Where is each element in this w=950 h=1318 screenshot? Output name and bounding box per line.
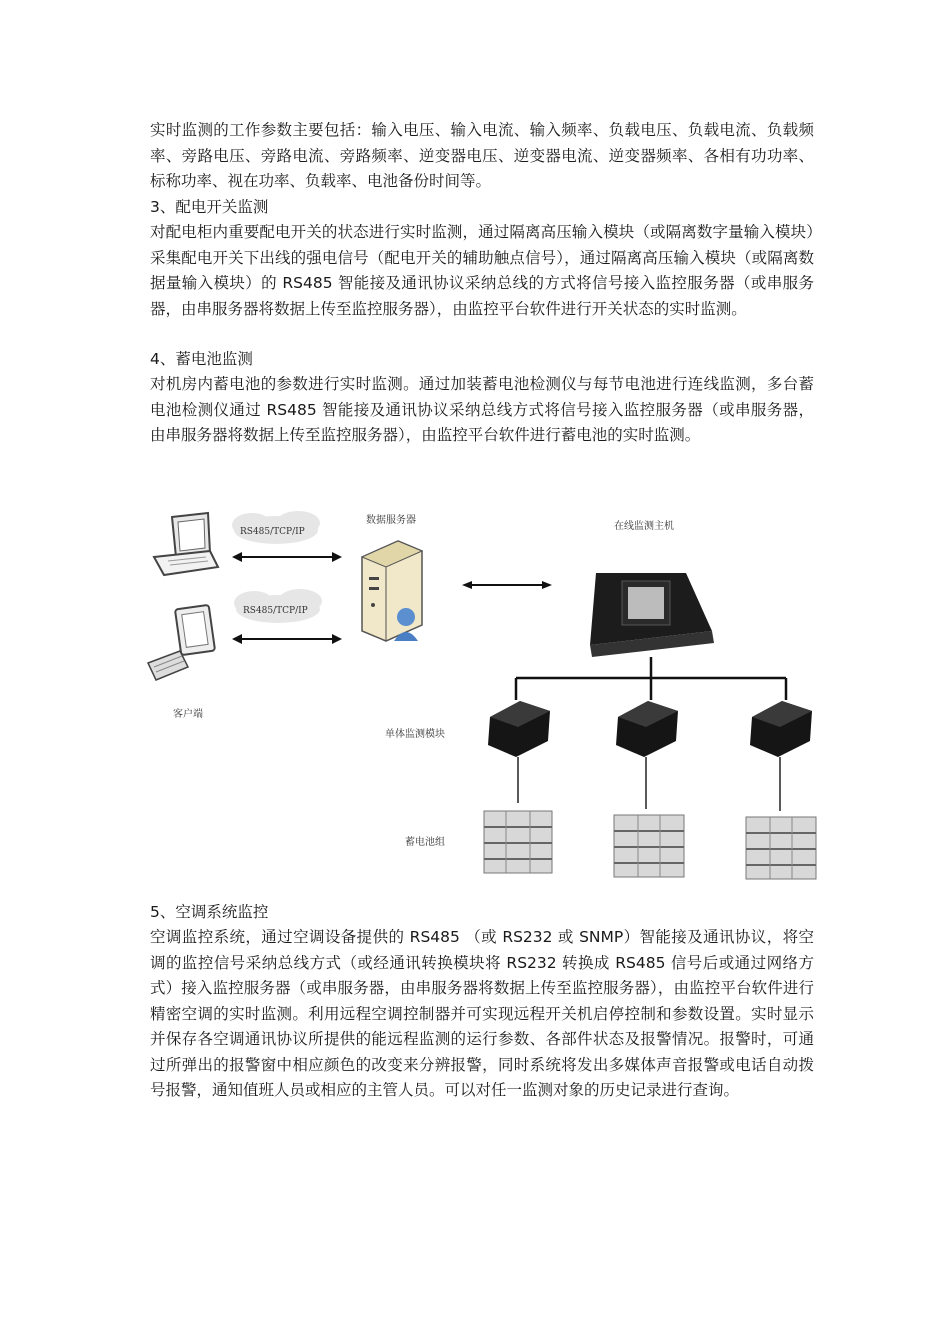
desktop-computer-icon <box>148 605 215 680</box>
monitoring-module-icon <box>616 701 678 757</box>
battery-rack-icon <box>746 817 816 879</box>
protocol-label-bottom: RS485/TCP/IP <box>243 606 308 616</box>
monitoring-module-icon <box>750 701 812 757</box>
protocol-label-top: RS485/TCP/IP <box>240 527 305 537</box>
paragraph-battery-monitoring: 对机房内蓄电池的参数进行实时监测。通过加装蓄电池检测仪与每节电池进行连线监测，多台蓄电池检测仪通过 RS485 智能接及通讯协议采纳总线方式将信号接入监控服务器（或串服务器，由串服务器将数据上传至监控服务器），由监控平台软件进行蓄电池的实时监测。 <box>150 375 814 444</box>
heading-battery-monitoring: 4、蓄电池监测 <box>150 350 253 368</box>
monitoring-module-icon <box>488 701 550 757</box>
paragraph-ac-monitoring: 空调监控系统，通过空调设备提供的 RS485 （或 RS232 或 SNMP）智能接及通讯协议，将空调的监控信号采纳总线方式（或经通讯转换模块将 RS232 转换成 RS485 信号后或通过网络方式）接入监控服务器（或串服务器，由串服务器将数据上传至监控服务器），由监控平台软件进行精密空调的实时监测。利用远程空调控制器并可实现远程开关机启停控制和参数设置。实时显示并保存各空调通讯协议所提供的能远程监测的运行参数、各部件状态及报警情况。报警时，可通过所弹出的报警窗中相应颜色的改变来分辨报警，同时系统将发出多媒体声音报警或电话自动拨号报警，通知值班人员或相应的主管人员。可以对任一监测对象的历史记录进行查询。 <box>150 928 814 1099</box>
laptop-icon <box>154 513 218 575</box>
monitoring-host-label: 在线监测主机 <box>614 521 674 532</box>
battery-rack-icon <box>614 815 684 877</box>
client-label: 客户端 <box>173 709 203 720</box>
paragraph-work-parameters: 实时监测的工作参数主要包括：输入电压、输入电流、输入频率、负载电压、负载电流、负载频率、旁路电压、旁路电流、旁路频率、逆变器电压、逆变器电流、逆变器频率、各相有功功率、标称功率、视在功率、负载率、电池备份时间等。 <box>150 121 814 190</box>
data-server-label: 数据服务器 <box>366 515 416 526</box>
battery-group-label: 蓄电池组 <box>405 837 445 848</box>
monitoring-system-diagram <box>140 495 820 885</box>
paragraph-switch-monitoring: 对配电柜内重要配电开关的状态进行实时监测，通过隔离高压输入模块（或隔离数字量输入模块）采集配电开关下出线的强电信号（配电开关的辅助触点信号），通过隔离高压输入模块（或隔离数据量输入模块）的 RS485 智能接及通讯协议采纳总线的方式将信号接入监控服务器（或串服务器，由串服务器将数据上传至监控服务器），由监控平台软件进行开关状态的实时监测。 <box>150 223 814 318</box>
battery-rack-icon <box>484 811 552 873</box>
monitoring-host-icon <box>590 573 714 657</box>
module-label: 单体监测模块 <box>385 729 445 740</box>
heading-switch-monitoring: 3、配电开关监测 <box>150 198 269 216</box>
server-icon <box>362 541 422 641</box>
heading-ac-monitoring: 5、空调系统监控 <box>150 903 269 921</box>
double-arrow-icon <box>232 552 342 562</box>
double-arrow-icon <box>232 634 342 644</box>
double-arrow-icon <box>462 581 552 589</box>
